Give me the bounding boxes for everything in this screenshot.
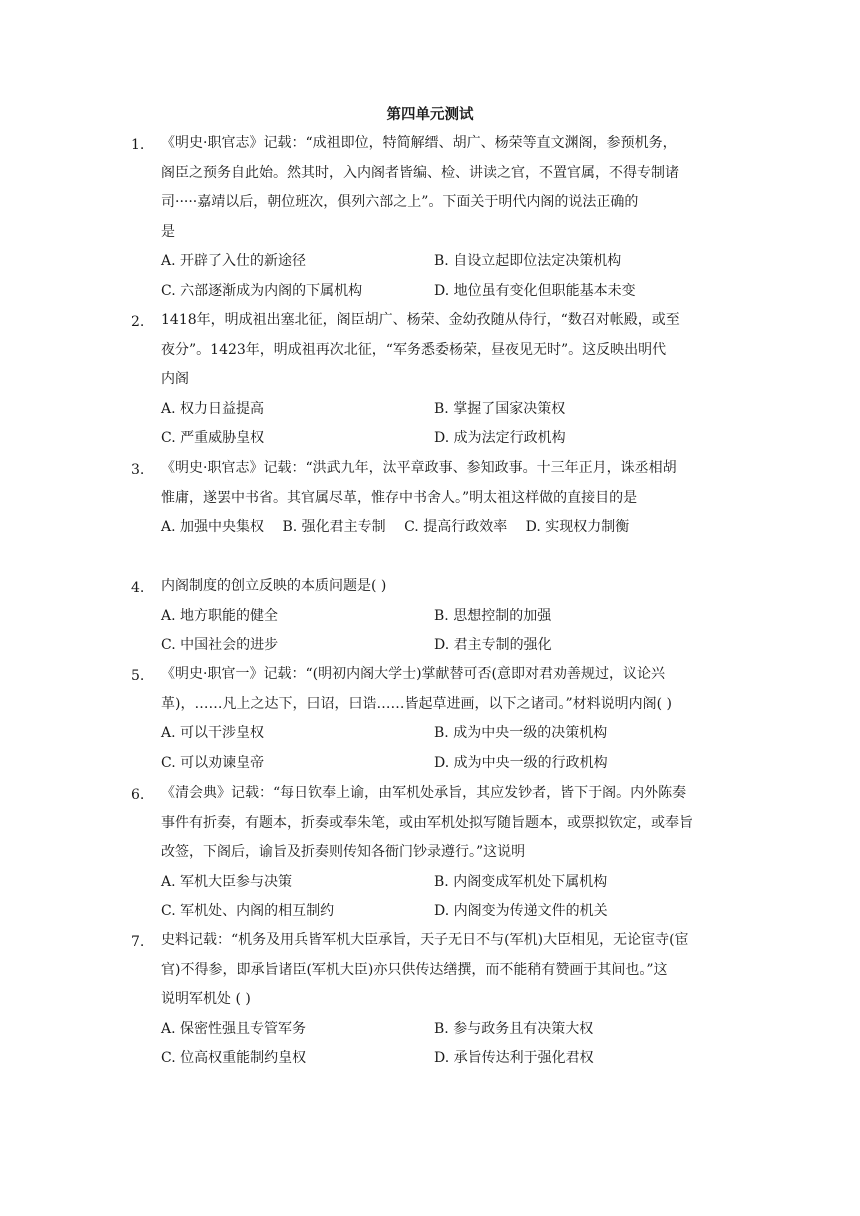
question-2 <box>131 314 731 454</box>
stem-line: 官)不得参，即承旨诸臣(军机大臣)亦只供传达缮撰，而不能稍有赞画于其间也。”这 <box>161 961 668 978</box>
stem-line: 《明史·职官志》记载：“洪武九年，汰平章政事、参知政事。十三年正月，诛丞相胡 <box>161 460 677 476</box>
option-b[interactable]: B. 掌握了国家决策权 <box>434 400 566 417</box>
options <box>161 1015 731 1074</box>
question-stem <box>161 572 731 602</box>
stem-line: 司·····嘉靖以后，朝位班次，俱列六部之上”。下面关于明代内阁的说法正确的 <box>161 194 639 210</box>
question-stem <box>161 779 731 868</box>
question-7 <box>131 934 731 1074</box>
stem-line: 内阁制度的创立反映的本质问题是( ) <box>161 578 387 594</box>
option-a[interactable]: A. 军机大臣参与决策 <box>161 873 293 890</box>
stem-line: 改签，下阁后，谕旨及折奏则传知各衙门钞录遵行。”这说明 <box>161 844 526 860</box>
options <box>161 719 731 778</box>
option-b[interactable]: B. 成为中央一级的决策机构 <box>434 725 608 741</box>
option-b[interactable]: B. 内阁变成军机处下属机构 <box>434 873 608 890</box>
options <box>161 247 731 306</box>
page-title: 第四单元测试 <box>386 107 474 123</box>
option-b[interactable]: B. 参与政务且有决策大权 <box>434 1020 594 1037</box>
stem-line: 夜分”。1423年，明成祖再次北征，“军务悉委杨荣，昼夜见无时”。这反映出明代 <box>161 341 667 358</box>
option-d[interactable]: D. 成为法定行政机构 <box>434 430 566 446</box>
stem-line: 1418年，明成祖出塞北征，阁臣胡广、杨荣、金幼孜随从侍行，“数召对帐殿，或至 <box>161 312 680 328</box>
stem-line: 内阁 <box>161 371 189 387</box>
option-d[interactable]: D. 地位虽有变化但职能基本未变 <box>434 282 636 299</box>
option-c[interactable]: C. 军机处、内阁的相互制约 <box>161 903 335 919</box>
question-number: 3. <box>131 462 145 478</box>
option-c[interactable]: C. 严重威胁皇权 <box>161 430 265 446</box>
question-6 <box>131 787 731 927</box>
question-1 <box>131 137 731 306</box>
option-c[interactable]: C. 位高权重能制约皇权 <box>161 1050 307 1066</box>
option-a[interactable]: A. 开辟了入仕的新途径 <box>161 253 307 269</box>
stem-line: 史料记载：“机务及用兵皆军机大臣承旨，天子无日不与(军机)大臣相见，无论宦寺(宦 <box>161 932 689 948</box>
stem-line: 惟庸，遂罢中书省。其官属尽革，惟存中书舍人。”明太祖这样做的直接目的是 <box>161 489 638 506</box>
question-number: 7. <box>131 934 145 950</box>
question-stem <box>161 660 731 719</box>
question-stem <box>161 129 731 247</box>
option-c[interactable]: C. 六部逐渐成为内阁的下属机构 <box>161 282 363 299</box>
option-b[interactable]: B. 思想控制的加强 <box>434 607 552 624</box>
options <box>161 602 731 661</box>
options <box>161 868 731 927</box>
question-5 <box>131 668 731 778</box>
stem-line: 《清会典》记载：“每日钦奉上谕，由军机处承旨，其应发钞者，皆下于阁。内外陈奏 <box>161 785 687 801</box>
option-a[interactable]: A. 权力日益提高 <box>161 400 265 417</box>
question-stem <box>161 926 731 1015</box>
option-c[interactable]: C. 中国社会的进步 <box>161 637 279 653</box>
option-d[interactable]: D. 承旨传达利于强化君权 <box>434 1050 594 1066</box>
stem-line: 阁臣之预务自此始。然其时，入内阁者皆编、检、讲读之官，不置官属，不得专制诸 <box>161 164 679 181</box>
stem-line: 是 <box>161 223 175 240</box>
option-b[interactable]: B. 自设立起即位法定决策机构 <box>434 253 622 269</box>
question-number: 2. <box>131 314 145 330</box>
options-inline[interactable]: A. 加强中央集权 B. 强化君主专制 C. 提高行政效率 D. 实现权力制衡 <box>161 519 630 535</box>
options <box>161 513 731 543</box>
stem-line: 说明军机处 ( ) <box>161 991 251 1007</box>
question-3 <box>131 462 731 543</box>
stem-line: 《明史·职官志》记载：“成祖即位，特简解缙、胡广、杨荣等直文渊阁，参预机务， <box>161 135 677 151</box>
stem-line: 《明史·职官一》记载：“(明初内阁大学士)掌献替可否(意即对君劝善规过，议论兴 <box>161 666 665 682</box>
option-c[interactable]: C. 可以劝谏皇帝 <box>161 754 265 771</box>
option-a[interactable]: A. 保密性强且专管军务 <box>161 1020 307 1037</box>
question-stem <box>161 454 731 513</box>
question-number: 5. <box>131 668 145 684</box>
stem-line: 事件有折奏，有题本，折奏或奉朱笔，或由军机处拟写随旨题本，或票拟钦定，或奉旨 <box>161 814 693 831</box>
option-a[interactable]: A. 可以干涉皇权 <box>161 725 265 741</box>
option-d[interactable]: D. 内阁变为传递文件的机关 <box>434 903 608 919</box>
options <box>161 395 731 454</box>
stem-line: 革)，……凡上之达下，曰诏，曰诰……皆起草进画，以下之诸司。”材料说明内阁( ) <box>161 695 672 712</box>
question-stem <box>161 306 731 395</box>
question-number: 4. <box>131 580 145 596</box>
option-d[interactable]: D. 君主专制的强化 <box>434 637 552 653</box>
question-4 <box>131 580 731 661</box>
question-number: 1. <box>131 137 145 153</box>
option-a[interactable]: A. 地方职能的健全 <box>161 607 279 624</box>
question-number: 6. <box>131 787 145 803</box>
option-d[interactable]: D. 成为中央一级的行政机构 <box>434 754 608 771</box>
